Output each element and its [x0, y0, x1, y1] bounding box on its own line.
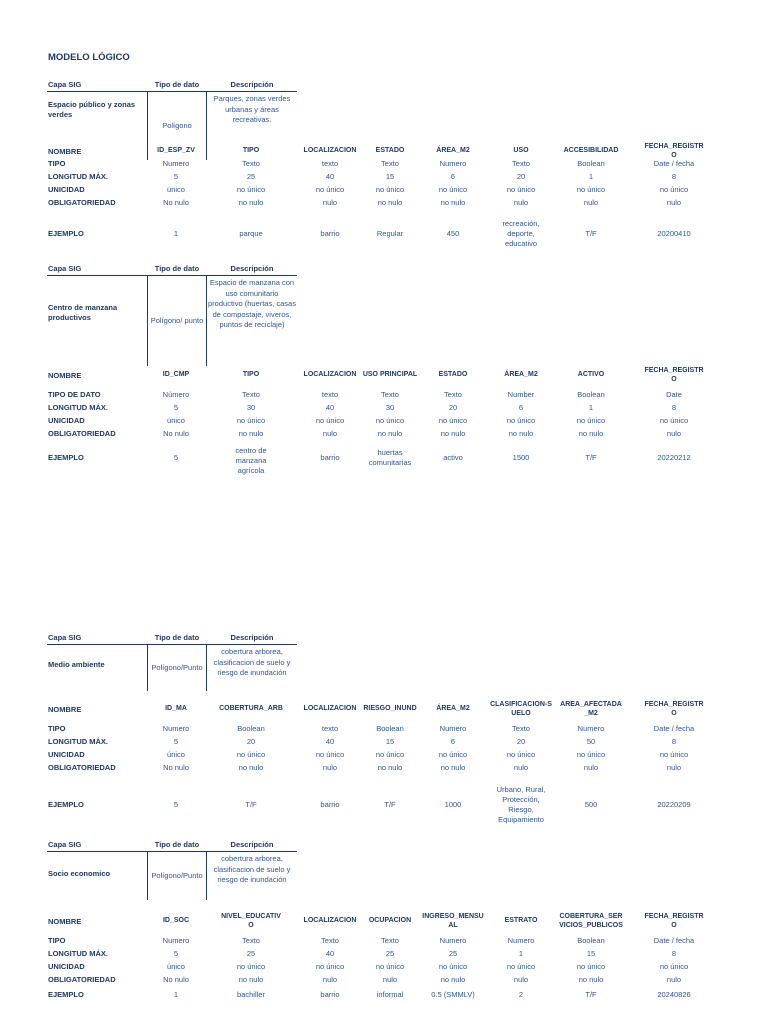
- table-cell: 20: [246, 737, 256, 746]
- header-divider: [47, 275, 297, 276]
- column-header: AREA_AFECTADA_M2: [560, 701, 622, 717]
- table-cell: Texto: [242, 390, 260, 399]
- data-type-header: Tipo de dato: [154, 264, 200, 273]
- table-cell: 50: [586, 737, 596, 746]
- table-cell: Number: [507, 390, 535, 399]
- table-cell: no único: [506, 416, 536, 425]
- table-cell: no nulo: [440, 763, 466, 772]
- table-cell: 20240826: [657, 990, 691, 999]
- table-cell: no único: [506, 750, 536, 759]
- table-cell: Texto: [444, 390, 462, 399]
- table-cell: No nulo: [163, 429, 189, 438]
- layer-geometry-type: Polígono: [162, 121, 192, 130]
- table-cell: 6: [518, 403, 524, 412]
- table-cell: no único: [576, 962, 606, 971]
- table-cell: 20: [516, 172, 526, 181]
- table-cell: 1: [173, 990, 179, 999]
- table-cell: 450: [446, 229, 460, 238]
- row-label: OBLIGATORIEDAD: [48, 198, 116, 207]
- table-cell: no único: [438, 185, 468, 194]
- table-cell: huertas comunitarias: [368, 448, 412, 467]
- layer-name: Centro de manzana productivos: [48, 303, 118, 322]
- layer-description: Espacio de manzana con uso comunitario productivo (huertas, casas de compostaje, viveros, puntos de reciclaje): [208, 278, 296, 329]
- table-cell: Numero: [162, 936, 190, 945]
- mandatory-row: [0, 763, 768, 773]
- table-cell: único: [167, 962, 185, 971]
- layer-description: cobertura arborea, clasificacion de suelo y riesgo de inundación: [213, 647, 291, 677]
- capa-sig-header: Capa SIG: [48, 264, 82, 273]
- table-cell: no nulo: [508, 429, 534, 438]
- table-cell: barrio: [320, 800, 340, 809]
- data-type-header: Tipo de dato: [154, 80, 200, 89]
- table-cell: No nulo: [163, 198, 189, 207]
- table-cell: nulo: [513, 198, 529, 207]
- table-cell: no único: [375, 962, 405, 971]
- table-cell: no nulo: [578, 429, 604, 438]
- table-cell: 20: [516, 737, 526, 746]
- table-cell: no único: [438, 750, 468, 759]
- column-header: RIESGO_INUND: [363, 705, 417, 712]
- table-cell: T/F: [384, 800, 396, 809]
- column-header: OCUPACION: [368, 917, 412, 924]
- row-label: EJEMPLO: [48, 990, 84, 999]
- column-header: TIPO: [242, 147, 260, 154]
- capa-sig-header: Capa SIG: [48, 80, 82, 89]
- table-cell: barrio: [320, 229, 340, 238]
- table-cell: Regular: [376, 229, 404, 238]
- row-label: LONGITUD MÁX.: [48, 737, 108, 746]
- table-cell: único: [167, 416, 185, 425]
- table-cell: 40: [325, 737, 335, 746]
- table-cell: recreación, deporte, educativo: [502, 219, 540, 248]
- data-type-row: [0, 724, 768, 734]
- table-cell: Date / fecha: [653, 159, 695, 168]
- table-cell: 1000: [444, 800, 462, 809]
- table-cell: Boolean: [577, 936, 605, 945]
- table-cell: 1: [518, 949, 524, 958]
- field-names-row: [0, 367, 768, 383]
- column-header: ESTADO: [438, 371, 468, 378]
- layer-description: cobertura arborea, clasificacion de suelo y riesgo de inundación: [213, 854, 291, 884]
- table-cell: nulo: [322, 975, 338, 984]
- layer-description: Parques, zonas verdes urbanas y áreas recreativas.: [213, 94, 291, 124]
- table-cell: no único: [315, 962, 345, 971]
- table-cell: único: [167, 750, 185, 759]
- table-cell: Texto: [381, 936, 399, 945]
- table-cell: no nulo: [440, 429, 466, 438]
- table-cell: 5: [173, 453, 179, 462]
- column-header: LOCALIZACION: [303, 705, 357, 712]
- column-header: ID_CMP: [162, 371, 190, 378]
- table-cell: no único: [438, 416, 468, 425]
- table-section: [0, 633, 768, 824]
- table-cell: texto: [321, 159, 339, 168]
- column-header: LOCALIZACION: [303, 147, 357, 154]
- table-cell: activo: [443, 453, 463, 462]
- table-cell: Boolean: [237, 724, 265, 733]
- data-type-header: Tipo de dato: [154, 840, 200, 849]
- uniqueness-row: [0, 750, 768, 760]
- uniqueness-row: [0, 416, 768, 426]
- data-type-row: [0, 390, 768, 400]
- table-cell: no nulo: [238, 975, 264, 984]
- column-header: FECHA_REGISTRO: [644, 913, 704, 929]
- table-cell: Texto: [512, 159, 530, 168]
- table-cell: Date / fecha: [653, 936, 695, 945]
- table-cell: no único: [576, 416, 606, 425]
- row-label: TIPO: [48, 159, 66, 168]
- table-cell: Texto: [321, 936, 339, 945]
- row-label: TIPO: [48, 936, 66, 945]
- mandatory-row: [0, 198, 768, 208]
- table-cell: no nulo: [377, 198, 403, 207]
- row-label: TIPO DE DATO: [48, 390, 101, 399]
- table-cell: 1500: [512, 453, 530, 462]
- row-label: EJEMPLO: [48, 800, 84, 809]
- table-cell: 1: [173, 229, 179, 238]
- table-cell: no único: [236, 750, 266, 759]
- table-cell: Número: [162, 390, 190, 399]
- row-label: EJEMPLO: [48, 229, 84, 238]
- table-cell: Numero: [507, 936, 535, 945]
- table-cell: nulo: [513, 763, 529, 772]
- table-cell: Date: [666, 390, 682, 399]
- table-cell: Texto: [512, 724, 530, 733]
- table-cell: 8: [671, 403, 677, 412]
- table-cell: barrio: [320, 453, 340, 462]
- table-cell: T/F: [245, 800, 257, 809]
- table-cell: no único: [506, 185, 536, 194]
- data-type-row: [0, 936, 768, 946]
- table-cell: 8: [671, 949, 677, 958]
- table-cell: no único: [576, 185, 606, 194]
- layer-geometry-type: Polígono/ punto: [150, 316, 204, 325]
- column-header: COBERTURA_ARB: [219, 705, 283, 712]
- column-header: COBERTURA_SERVICIOS_PUBLICOS: [559, 913, 623, 929]
- header-divider: [47, 644, 297, 645]
- table-cell: no nulo: [440, 975, 466, 984]
- capa-sig-header: Capa SIG: [48, 840, 82, 849]
- layer-geometry-type: Polígono/Punto: [151, 871, 203, 880]
- table-cell: 500: [584, 800, 598, 809]
- column-header: ESTRATO: [504, 917, 538, 924]
- table-cell: no único: [315, 416, 345, 425]
- table-cell: no único: [576, 750, 606, 759]
- table-cell: 5: [173, 403, 179, 412]
- max-length-row: [0, 949, 768, 959]
- description-header: Descripción: [230, 264, 274, 273]
- row-label: NOMBRE: [48, 705, 82, 714]
- column-header: USO: [513, 147, 529, 154]
- table-cell: 40: [325, 172, 335, 181]
- header-divider: [47, 851, 297, 852]
- table-cell: 2: [518, 990, 524, 999]
- table-cell: Texto: [381, 390, 399, 399]
- column-divider: [206, 645, 207, 691]
- table-cell: Urbano, Rural, Protección, Riesgo, Equipamiento: [496, 785, 546, 824]
- table-cell: 6: [450, 737, 456, 746]
- table-cell: T/F: [585, 990, 597, 999]
- layer-geometry-type: Polígono/Punto: [151, 663, 203, 672]
- table-section: [0, 264, 768, 475]
- table-cell: no nulo: [238, 763, 264, 772]
- table-cell: 20220212: [657, 453, 691, 462]
- table-cell: Numero: [439, 159, 467, 168]
- mandatory-row: [0, 975, 768, 985]
- table-cell: centro de manzana agrícola: [235, 446, 267, 475]
- table-cell: Boolean: [577, 159, 605, 168]
- table-cell: T/F: [585, 453, 597, 462]
- layer-name: Espacio público y zonas verdes: [48, 100, 136, 119]
- table-cell: 1: [588, 403, 594, 412]
- table-cell: nulo: [666, 198, 682, 207]
- table-cell: no nulo: [440, 198, 466, 207]
- column-header: LOCALIZACION: [303, 917, 357, 924]
- table-cell: nulo: [666, 763, 682, 772]
- table-cell: 25: [448, 949, 458, 958]
- column-header: NIVEL_EDUCATIVO: [221, 913, 281, 929]
- table-cell: 15: [385, 737, 395, 746]
- description-header: Descripción: [230, 840, 274, 849]
- column-header: ESTADO: [375, 147, 405, 154]
- table-cell: informal: [376, 990, 404, 999]
- column-header: ÁREA_M2: [504, 371, 538, 378]
- row-label: TIPO: [48, 724, 66, 733]
- table-cell: no nulo: [377, 429, 403, 438]
- table-section: [0, 80, 768, 246]
- header-divider: [47, 91, 297, 92]
- table-cell: nulo: [382, 975, 398, 984]
- table-cell: Numero: [439, 936, 467, 945]
- row-label: LONGITUD MÁX.: [48, 172, 108, 181]
- example-row: [0, 446, 768, 475]
- column-header: CLASIFICACION-SUELO: [490, 701, 552, 717]
- table-cell: 8: [671, 172, 677, 181]
- table-cell: no único: [659, 185, 689, 194]
- table-cell: no único: [236, 962, 266, 971]
- column-header: ACCESIBILIDAD: [563, 147, 619, 154]
- row-label: NOMBRE: [48, 917, 82, 926]
- field-names-row: [0, 143, 768, 159]
- max-length-row: [0, 403, 768, 413]
- table-cell: único: [167, 185, 185, 194]
- table-cell: Texto: [242, 936, 260, 945]
- column-header: ÁREA_M2: [436, 147, 470, 154]
- table-cell: 25: [246, 172, 256, 181]
- table-cell: Numero: [162, 159, 190, 168]
- table-cell: no nulo: [238, 429, 264, 438]
- table-cell: no único: [659, 750, 689, 759]
- layer-name: Medio ambiente: [48, 660, 105, 669]
- column-header: ID_SOC: [162, 917, 190, 924]
- capa-sig-header: Capa SIG: [48, 633, 82, 642]
- example-row: [0, 216, 768, 248]
- table-cell: 20220209: [657, 800, 691, 809]
- table-cell: Texto: [242, 159, 260, 168]
- table-cell: nulo: [666, 429, 682, 438]
- table-cell: barrio: [320, 990, 340, 999]
- row-label: LONGITUD MÁX.: [48, 403, 108, 412]
- row-label: UNICIDAD: [48, 750, 85, 759]
- table-section: [0, 840, 768, 1016]
- table-cell: nulo: [666, 975, 682, 984]
- table-cell: Boolean: [577, 390, 605, 399]
- table-cell: 15: [586, 949, 596, 958]
- description-header: Descripción: [230, 633, 274, 642]
- table-cell: 0.5 (SMMLV): [431, 990, 475, 999]
- data-type-row: [0, 159, 768, 169]
- table-cell: no único: [315, 185, 345, 194]
- table-cell: Texto: [381, 159, 399, 168]
- table-cell: 6: [450, 172, 456, 181]
- row-label: NOMBRE: [48, 147, 82, 156]
- table-cell: 25: [385, 949, 395, 958]
- table-cell: no nulo: [238, 198, 264, 207]
- table-cell: no nulo: [578, 975, 604, 984]
- table-cell: nulo: [322, 763, 338, 772]
- table-cell: Boolean: [376, 724, 404, 733]
- column-header: LOCALIZACION: [303, 371, 357, 378]
- table-cell: texto: [321, 724, 339, 733]
- layer-name: Socio economico: [48, 869, 111, 878]
- table-cell: Numero: [577, 724, 605, 733]
- table-cell: 5: [173, 737, 179, 746]
- table-cell: 25: [246, 949, 256, 958]
- table-cell: texto: [321, 390, 339, 399]
- table-cell: nulo: [583, 198, 599, 207]
- table-cell: 5: [173, 949, 179, 958]
- table-cell: no único: [375, 416, 405, 425]
- table-cell: 30: [385, 403, 395, 412]
- column-header: FECHA_REGISTRO: [644, 701, 704, 717]
- table-cell: Date / fecha: [653, 724, 695, 733]
- table-cell: nulo: [322, 198, 338, 207]
- table-cell: No nulo: [163, 763, 189, 772]
- column-divider: [206, 276, 207, 366]
- row-label: OBLIGATORIEDAD: [48, 763, 116, 772]
- table-cell: 15: [385, 172, 395, 181]
- example-row: [0, 989, 768, 999]
- table-cell: no único: [659, 416, 689, 425]
- table-cell: No nulo: [163, 975, 189, 984]
- description-header: Descripción: [230, 80, 274, 89]
- table-cell: nulo: [583, 763, 599, 772]
- row-label: EJEMPLO: [48, 453, 84, 462]
- row-label: UNICIDAD: [48, 416, 85, 425]
- column-header: ÁREA_M2: [436, 705, 470, 712]
- column-header: FECHA_REGISTRO: [644, 143, 704, 159]
- table-cell: no único: [506, 962, 536, 971]
- example-row: [0, 776, 768, 824]
- table-cell: no nulo: [377, 763, 403, 772]
- table-cell: 40: [325, 949, 335, 958]
- max-length-row: [0, 172, 768, 182]
- table-cell: 40: [325, 403, 335, 412]
- column-header: USO PRINCIPAL: [362, 371, 418, 378]
- column-header: ID_MA: [165, 705, 187, 712]
- table-cell: no único: [375, 185, 405, 194]
- row-label: LONGITUD MÁX.: [48, 949, 108, 958]
- column-header: ACTIVO: [577, 371, 605, 378]
- page-title: MODELO LÓGICO: [48, 52, 130, 63]
- table-cell: parque: [239, 229, 263, 238]
- table-cell: 30: [246, 403, 256, 412]
- mandatory-row: [0, 429, 768, 439]
- max-length-row: [0, 737, 768, 747]
- uniqueness-row: [0, 185, 768, 195]
- table-cell: no único: [375, 750, 405, 759]
- column-header: INGRESO_MENSUAL: [422, 913, 484, 929]
- table-cell: 20200410: [657, 229, 691, 238]
- table-cell: 8: [671, 737, 677, 746]
- data-type-header: Tipo de dato: [154, 633, 200, 642]
- column-divider: [206, 852, 207, 900]
- table-cell: Numero: [162, 724, 190, 733]
- table-cell: no único: [236, 416, 266, 425]
- row-label: UNICIDAD: [48, 962, 85, 971]
- table-cell: no único: [236, 185, 266, 194]
- table-cell: no único: [659, 962, 689, 971]
- table-cell: 20: [448, 403, 458, 412]
- table-cell: no único: [315, 750, 345, 759]
- table-cell: bachiller: [237, 990, 265, 999]
- table-cell: no único: [438, 962, 468, 971]
- table-cell: nulo: [513, 975, 529, 984]
- table-cell: Numero: [439, 724, 467, 733]
- row-label: OBLIGATORIEDAD: [48, 429, 116, 438]
- field-names-row: [0, 701, 768, 717]
- table-cell: 5: [173, 172, 179, 181]
- uniqueness-row: [0, 962, 768, 972]
- table-cell: 1: [588, 172, 594, 181]
- table-cell: nulo: [322, 429, 338, 438]
- column-header: TIPO: [242, 371, 260, 378]
- field-names-row: [0, 913, 768, 929]
- column-header: ID_ESP_ZV: [157, 147, 195, 154]
- column-header: FECHA_REGISTRO: [644, 367, 704, 383]
- row-label: UNICIDAD: [48, 185, 85, 194]
- table-cell: 5: [173, 800, 179, 809]
- row-label: NOMBRE: [48, 371, 82, 380]
- table-cell: T/F: [585, 229, 597, 238]
- row-label: OBLIGATORIEDAD: [48, 975, 116, 984]
